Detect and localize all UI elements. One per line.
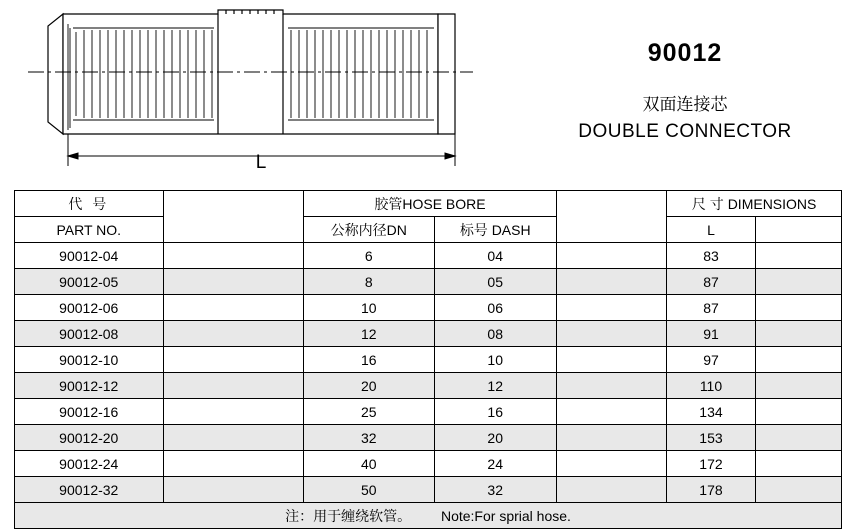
header-section bbox=[0, 0, 857, 180]
header-dn: 公称内径DN bbox=[304, 217, 434, 243]
cell-blank-1 bbox=[163, 243, 304, 269]
note-en: Note:For sprial hose. bbox=[440, 507, 571, 524]
cell-dn: 6 bbox=[304, 243, 434, 269]
table-row bbox=[15, 269, 842, 295]
header-blank-2 bbox=[556, 191, 666, 243]
cell-blank-1 bbox=[163, 321, 304, 347]
cell-part-no: 90012-06 bbox=[15, 295, 164, 321]
cell-part-no: 90012-12 bbox=[15, 373, 164, 399]
spec-table bbox=[14, 190, 842, 529]
cell-part-no: 90012-20 bbox=[15, 425, 164, 451]
table-row bbox=[15, 321, 842, 347]
cell-blank-3 bbox=[755, 243, 841, 269]
cell-dn: 8 bbox=[304, 269, 434, 295]
cell-length: 87 bbox=[667, 269, 755, 295]
header-length: L bbox=[667, 217, 755, 243]
cell-length: 153 bbox=[667, 425, 755, 451]
cell-dash: 32 bbox=[434, 477, 556, 503]
cell-blank-2 bbox=[556, 321, 666, 347]
cell-blank-2 bbox=[556, 451, 666, 477]
cell-blank-2 bbox=[556, 243, 666, 269]
cell-blank-2 bbox=[556, 373, 666, 399]
header-blank-1 bbox=[163, 191, 304, 243]
cell-dn: 50 bbox=[304, 477, 434, 503]
header-part-en: PART NO. bbox=[15, 217, 164, 243]
cell-dash: 06 bbox=[434, 295, 556, 321]
table-header-row-1 bbox=[15, 191, 842, 217]
cell-length: 97 bbox=[667, 347, 755, 373]
cell-dn: 25 bbox=[304, 399, 434, 425]
cell-blank-2 bbox=[556, 477, 666, 503]
cell-dash: 20 bbox=[434, 425, 556, 451]
cell-blank-1 bbox=[163, 451, 304, 477]
cell-dn: 40 bbox=[304, 451, 434, 477]
note-cn: 注：用于缠绕软管。 bbox=[285, 507, 412, 524]
product-name-en: DOUBLE CONNECTOR bbox=[578, 120, 792, 142]
cell-blank-3 bbox=[755, 269, 841, 295]
cell-dash: 24 bbox=[434, 451, 556, 477]
table-note-row bbox=[15, 503, 842, 529]
cell-blank-2 bbox=[556, 399, 666, 425]
table-row bbox=[15, 347, 842, 373]
cell-blank-3 bbox=[755, 451, 841, 477]
cell-length: 83 bbox=[667, 243, 755, 269]
cell-length: 87 bbox=[667, 295, 755, 321]
cell-dn: 10 bbox=[304, 295, 434, 321]
cell-dash: 12 bbox=[434, 373, 556, 399]
cell-blank-2 bbox=[556, 269, 666, 295]
cell-length: 178 bbox=[667, 477, 755, 503]
cell-blank-3 bbox=[755, 373, 841, 399]
table-row bbox=[15, 373, 842, 399]
cell-blank-3 bbox=[755, 295, 841, 321]
cell-blank-2 bbox=[556, 425, 666, 451]
cell-dash: 10 bbox=[434, 347, 556, 373]
product-name-cn: 双面连接芯 bbox=[642, 94, 728, 114]
cell-blank-1 bbox=[163, 295, 304, 321]
header-blank-3 bbox=[755, 217, 841, 243]
table-header-row-2 bbox=[15, 217, 842, 243]
cell-part-no: 90012-04 bbox=[15, 243, 164, 269]
cell-part-no: 90012-10 bbox=[15, 347, 164, 373]
table-row bbox=[15, 451, 842, 477]
table-row bbox=[15, 425, 842, 451]
cell-part-no: 90012-05 bbox=[15, 269, 164, 295]
product-drawing bbox=[18, 4, 488, 174]
cell-part-no: 90012-08 bbox=[15, 321, 164, 347]
table-row bbox=[15, 477, 842, 503]
cell-dash: 05 bbox=[434, 269, 556, 295]
cell-dn: 16 bbox=[304, 347, 434, 373]
cell-blank-2 bbox=[556, 295, 666, 321]
part-code: 90012 bbox=[647, 39, 723, 67]
cell-part-no: 90012-32 bbox=[15, 477, 164, 503]
table-row bbox=[15, 295, 842, 321]
cell-blank-1 bbox=[163, 425, 304, 451]
cell-blank-1 bbox=[163, 399, 304, 425]
table-row bbox=[15, 243, 842, 269]
cell-dn: 20 bbox=[304, 373, 434, 399]
spec-table-wrap bbox=[14, 190, 842, 529]
table-row bbox=[15, 399, 842, 425]
cell-part-no: 90012-16 bbox=[15, 399, 164, 425]
cell-length: 110 bbox=[667, 373, 755, 399]
cell-blank-1 bbox=[163, 269, 304, 295]
note-cell bbox=[15, 503, 842, 529]
cell-dn: 32 bbox=[304, 425, 434, 451]
header-dash: 标号 DASH bbox=[434, 217, 556, 243]
cell-dn: 12 bbox=[304, 321, 434, 347]
cell-blank-3 bbox=[755, 425, 841, 451]
cell-blank-1 bbox=[163, 347, 304, 373]
header-part-cn: 代 号 bbox=[15, 191, 164, 217]
dimension-label-l: L bbox=[255, 152, 267, 173]
cell-blank-1 bbox=[163, 477, 304, 503]
cell-blank-3 bbox=[755, 347, 841, 373]
cell-length: 172 bbox=[667, 451, 755, 477]
header-dimensions: 尺 寸 DIMENSIONS bbox=[667, 191, 842, 217]
cell-blank-3 bbox=[755, 321, 841, 347]
header-hose-bore: 胶管HOSE BORE bbox=[304, 191, 557, 217]
cell-dash: 16 bbox=[434, 399, 556, 425]
cell-blank-3 bbox=[755, 399, 841, 425]
cell-dash: 04 bbox=[434, 243, 556, 269]
cell-blank-2 bbox=[556, 347, 666, 373]
cell-dash: 08 bbox=[434, 321, 556, 347]
double-connector-svg bbox=[18, 4, 488, 174]
cell-blank-3 bbox=[755, 477, 841, 503]
cell-blank-1 bbox=[163, 373, 304, 399]
cell-length: 134 bbox=[667, 399, 755, 425]
cell-length: 91 bbox=[667, 321, 755, 347]
cell-part-no: 90012-24 bbox=[15, 451, 164, 477]
title-block bbox=[520, 40, 850, 144]
